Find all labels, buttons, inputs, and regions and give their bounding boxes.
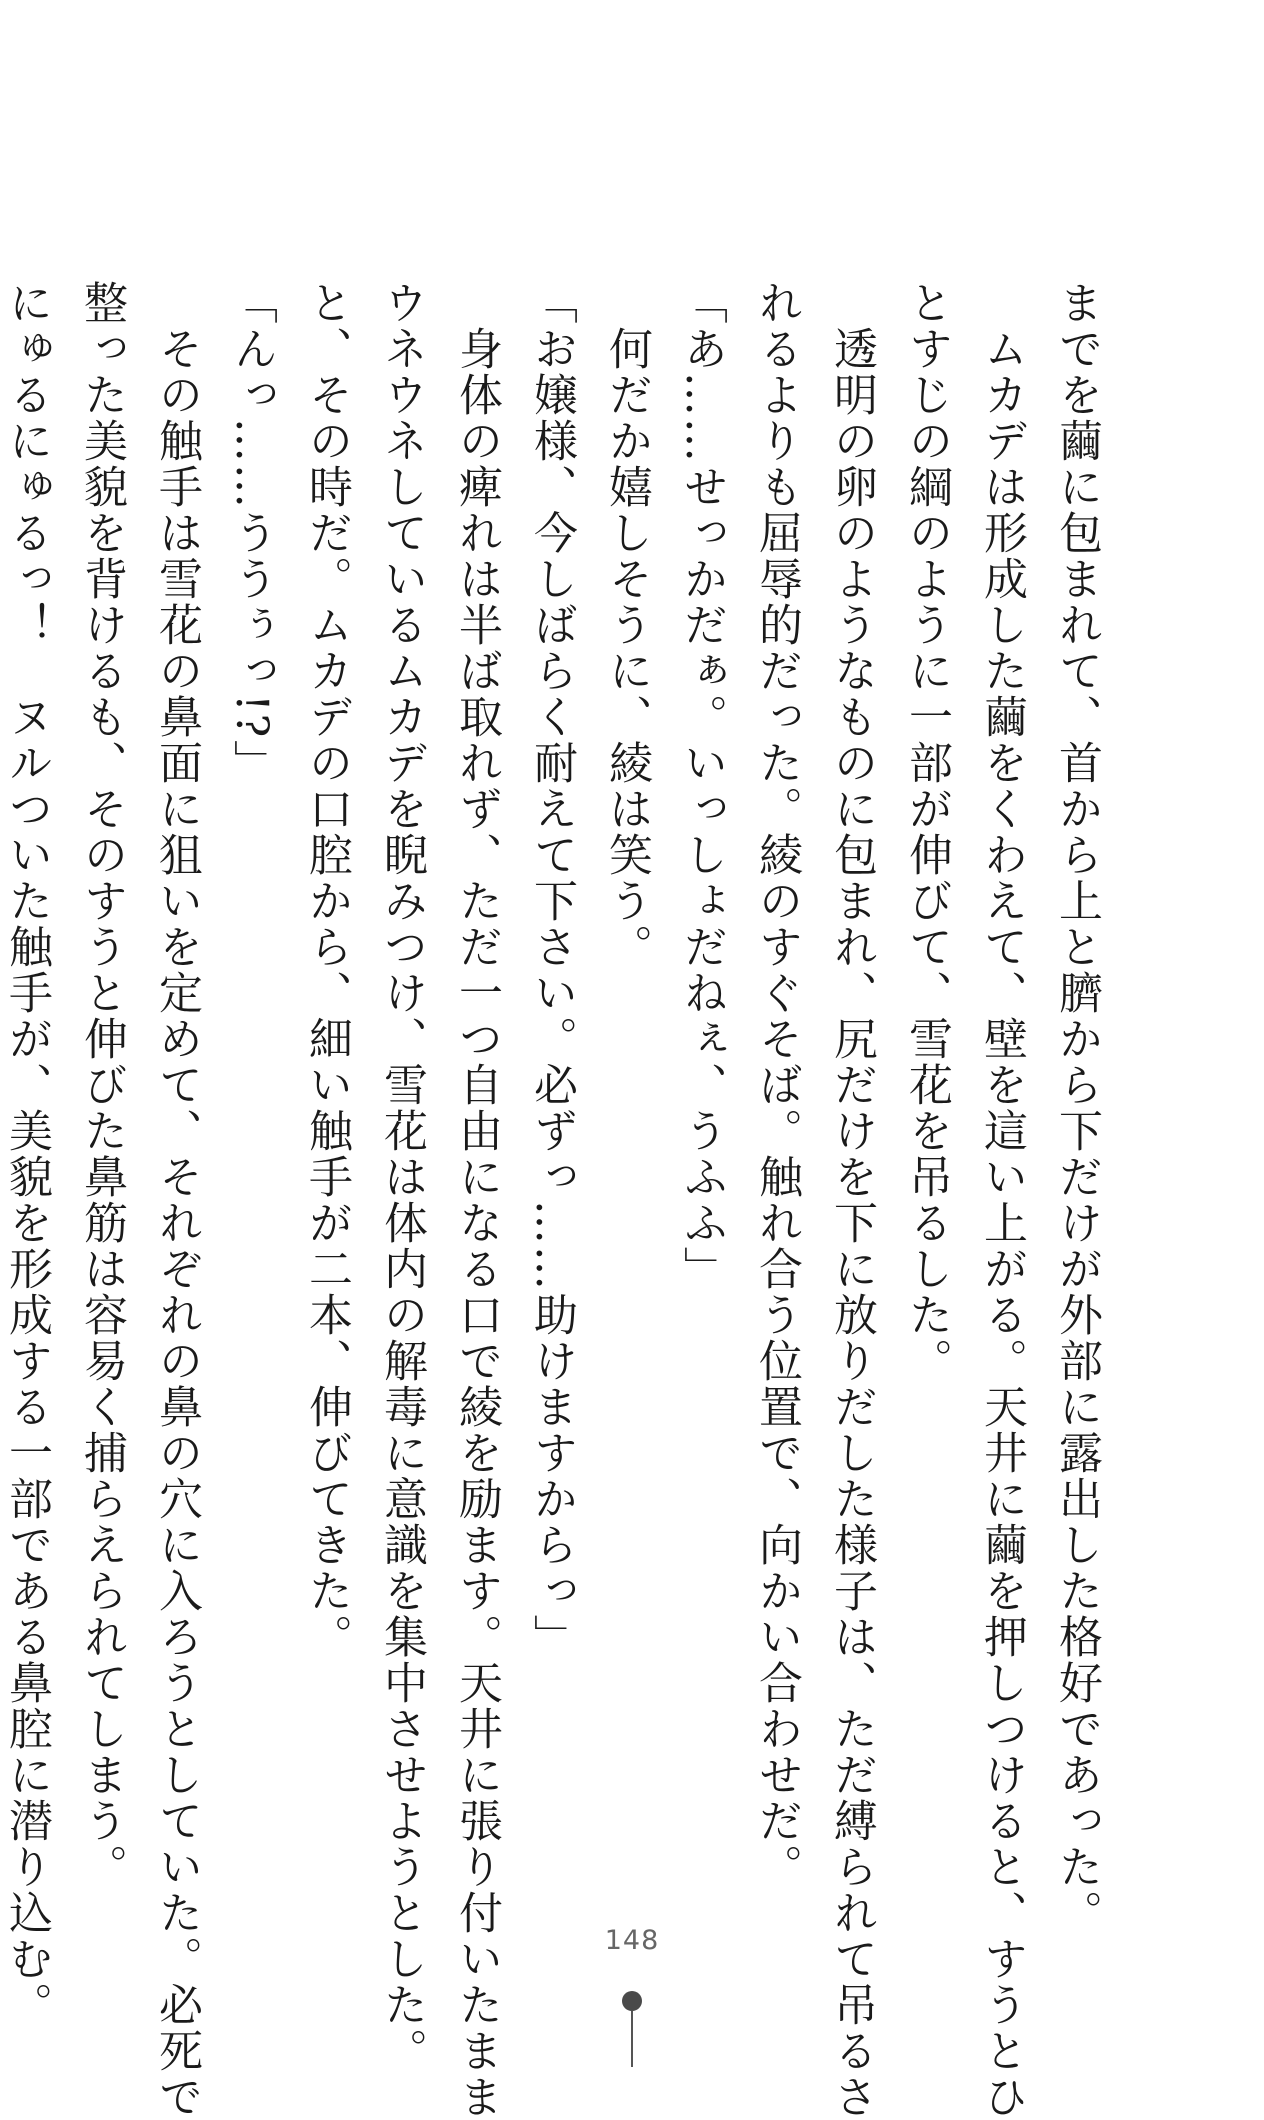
text-line: 「んっ……ううぅっ!?」: [226, 280, 277, 786]
page-marker-line: [631, 2011, 633, 2067]
text-line: れるよりも屈辱的だった。綾のすぐそば。触れ合う位置で、向かい合わせだ。: [751, 280, 802, 1890]
text-line: とすじの綱のように一部が伸びて、雪花を吊るした。: [901, 280, 952, 1384]
text-line: その触手は雪花の鼻面に狙いを定めて、それぞれの鼻の穴に入ろうとしていた。必死で: [151, 280, 202, 2120]
text-line: 透明の卵のようなものに包まれ、尻だけを下に放りだした様子は、ただ縛られて吊るさ: [826, 280, 877, 2120]
page-number: 148: [604, 1925, 660, 1956]
text-line: にゅるにゅるっ！ ヌルついた触手が、美貌を形成する一部である鼻腔に潜り込む。: [1, 280, 52, 2028]
text-line: 何だか嬉しそうに、綾は笑う。: [601, 280, 652, 970]
text-line: ムカデは形成した繭をくわえて、壁を這い上がる。天井に繭を押しつけると、すうとひ: [976, 280, 1027, 2120]
text-line: 整った美貌を背けるも、そのすうと伸びた鼻筋は容易く捕らえられてしまう。: [76, 280, 127, 1890]
text-line: までを繭に包まれて、首から上と臍から下だけが外部に露出した格好であった。: [1051, 280, 1102, 1936]
text-line: 「あ……せっかだぁ。いっしょだねぇ、うふふ」: [676, 280, 727, 1292]
text-line: 「お嬢様、今しばらく耐えて下さい。必ずっ……助けますからっ」: [526, 280, 577, 1660]
text-line: 身体の痺れは半ば取れず、ただ一つ自由になる口で綾を励ます。天井に張り付いたまま: [451, 280, 502, 2120]
text-line: ウネウネしているムカデを睨みつけ、雪花は体内の解毒に意識を集中させようとした。: [376, 280, 427, 2074]
page-marker-dot: [622, 1991, 642, 2011]
text-line: と、その時だ。ムカデの口腔から、細い触手が二本、伸びてきた。: [301, 280, 352, 1660]
page-footer: [0, 1925, 1264, 1956]
